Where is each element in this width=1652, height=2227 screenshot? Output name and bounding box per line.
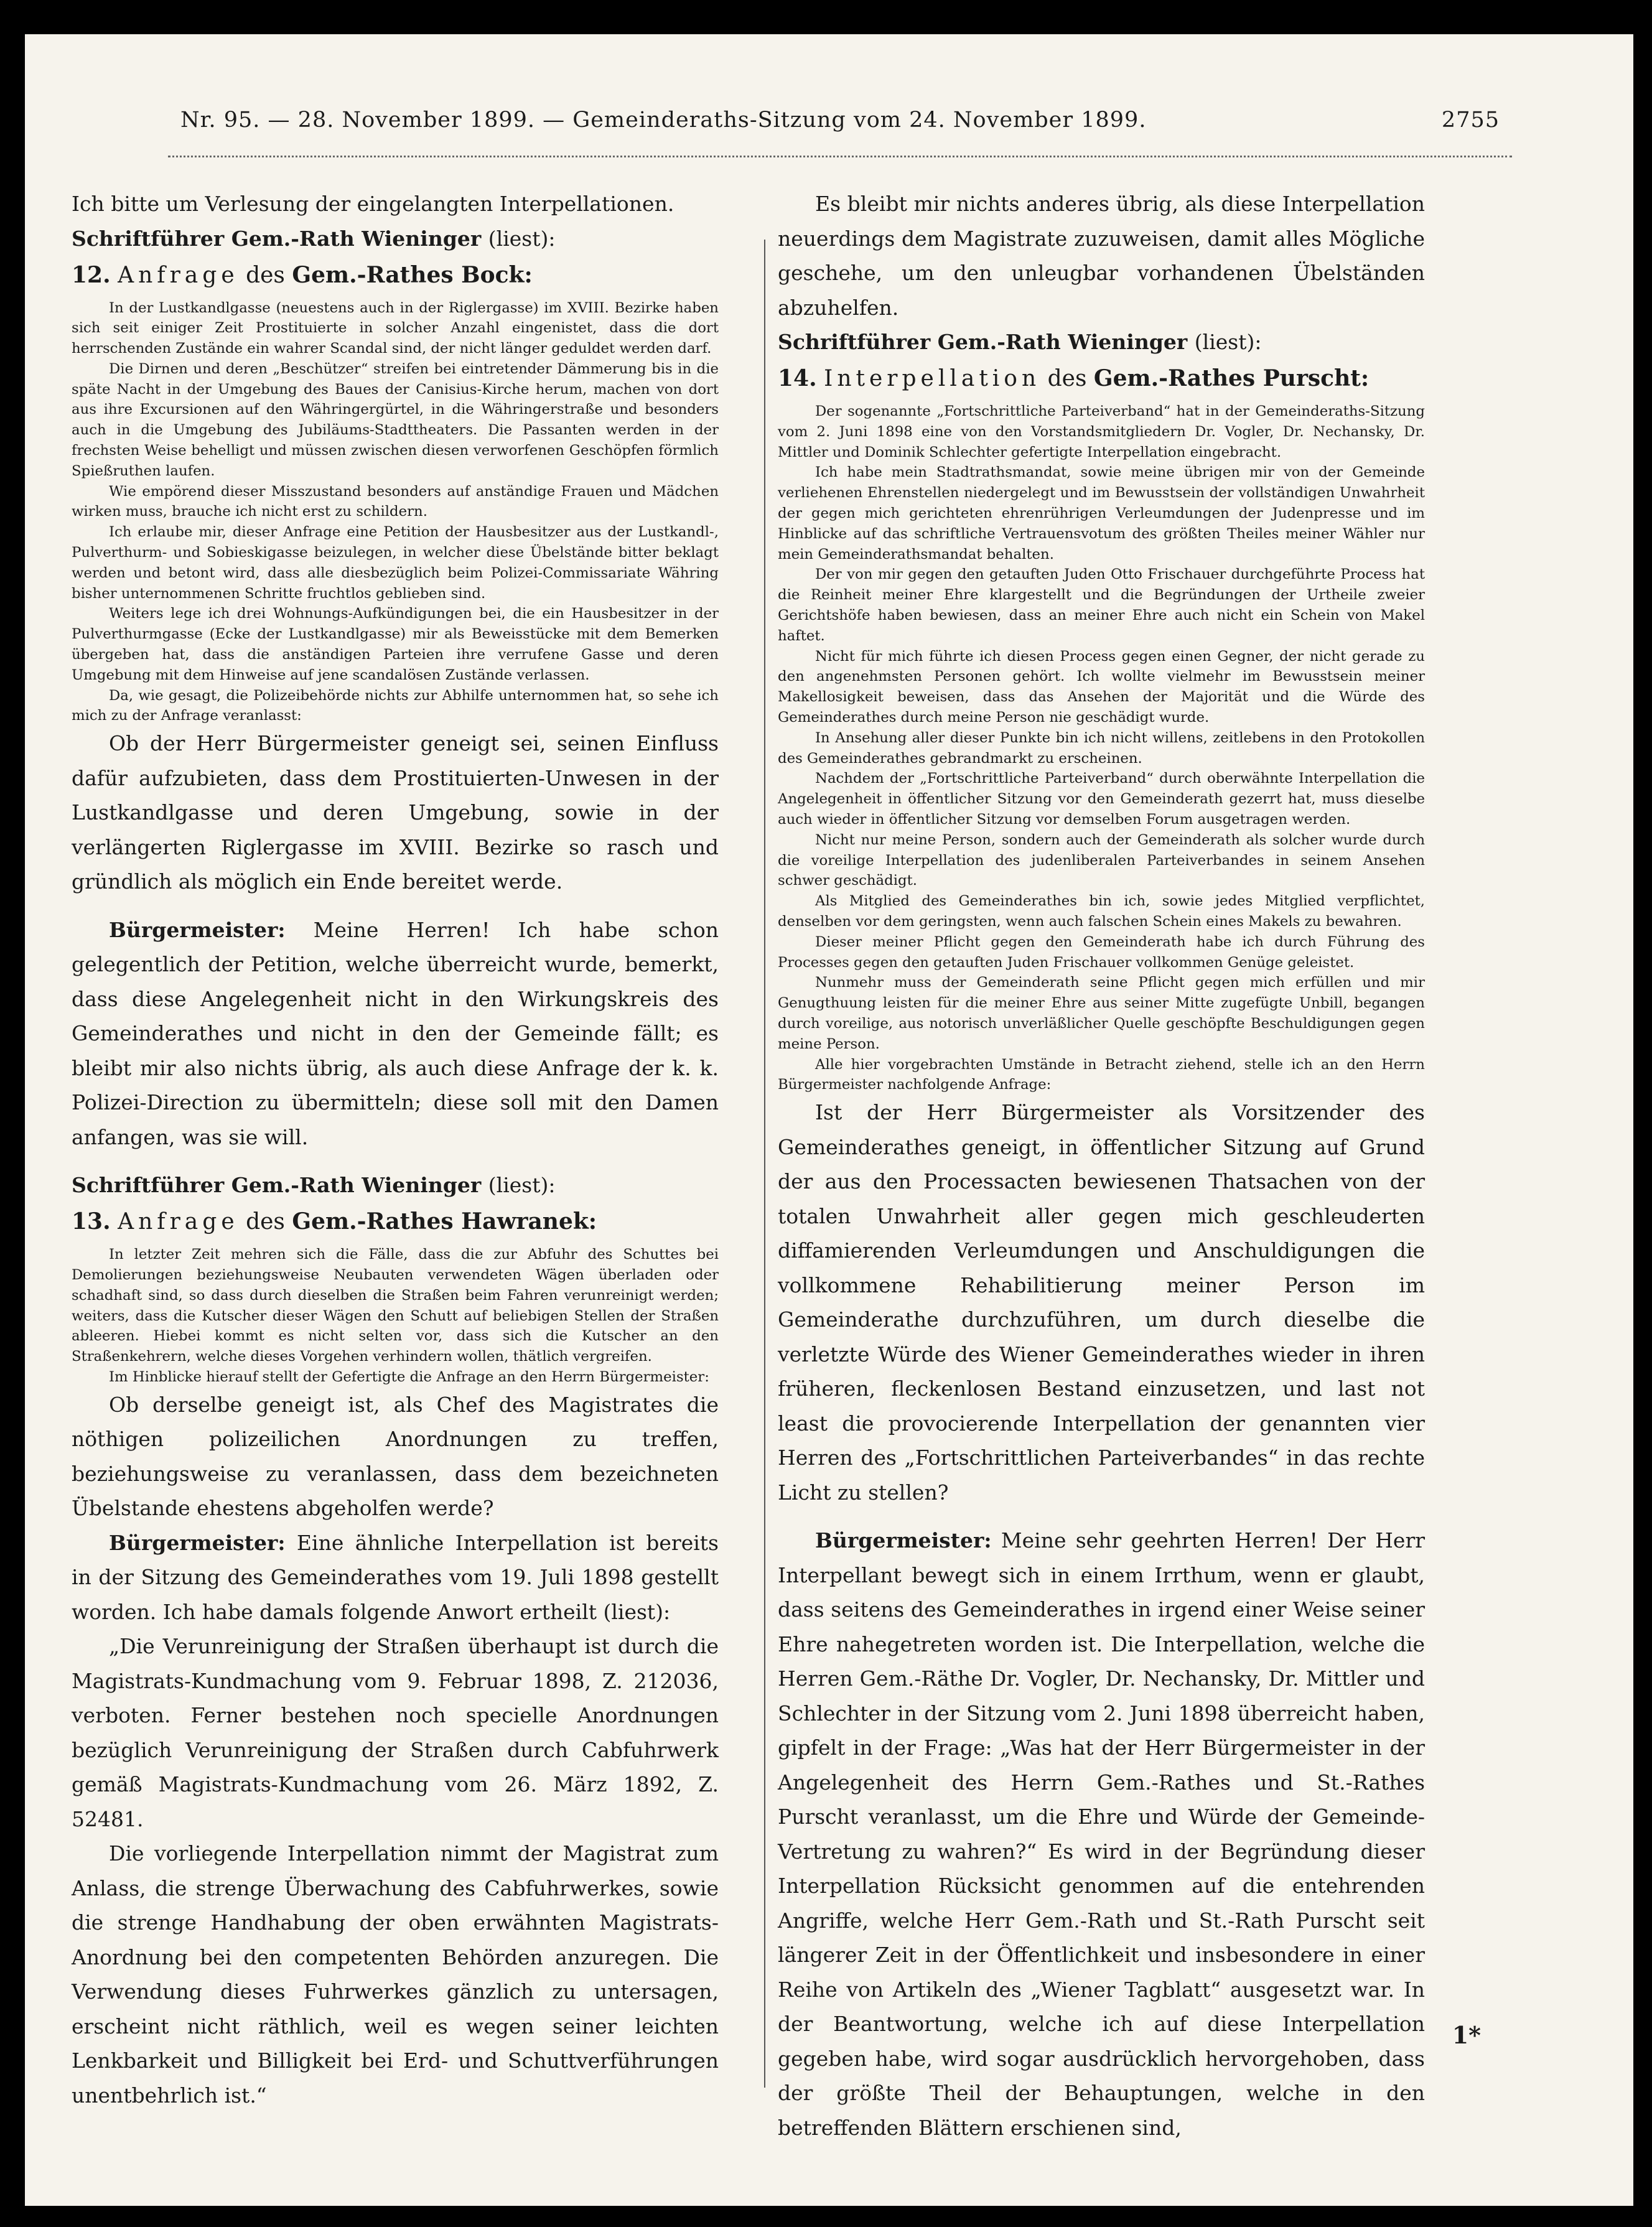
secretary-heading-12: Schriftführer Gem.-Rath Wieninger (liest):	[72, 226, 556, 251]
inquiry-12-paragraph: Da, wie gesagt, die Polizeibehörde nichts zur Abhilfe unternommen hat, so sehe ich mich zu der Anfrage veranlasst:	[72, 687, 719, 724]
column-divider	[764, 240, 765, 2088]
continuation-paragraph: Es bleibt mir nichts anderes übrig, als diese Interpellation neuerdings dem Magistrate zuzuweisen, damit alles Mögliche geschehe, um den unleugbar vorhandenen Übelständen abzuhelfen.	[778, 192, 1425, 320]
interpellation-14-paragraph: Der sogenannte „Fortschrittliche Parteiverband“ hat in der Gemeinderaths-Sitzung vom 2. Juni 1898 eine von den Vorstandsmitgliedern Dr. Vogler, Dr. Nechansky, Dr. Mittler und Dominik Schlechter gefertigte Interpellation eingebracht.	[778, 403, 1425, 460]
inquiry-12-title: 12. Anfrage des Gem.-Rathes Bock:	[72, 261, 533, 288]
interpellation-14-paragraph: Der von mir gegen den getauften Juden Otto Frischauer durchgeführte Process hat die Reinheit meiner Ehre klargestellt und die Begründungen der Urtheile zweier Gerichtshöfe haben bewiesen, dass an meiner Ehre auch nicht ein Schein von Makel haftet.	[778, 566, 1425, 644]
intro-paragraph: Ich bitte um Verlesung der eingelangten Interpellationen.	[72, 192, 674, 216]
inquiry-12-paragraph: In der Lustkandlgasse (neuestens auch in der Riglergasse) im XVIII. Bezirke haben sich seit einiger Zeit Prostituierte in solcher Anzahl eingenistet, dass die dort herrschenden Zustände ein wahrer Scandal sind, der nicht länger geduldet werden darf.	[72, 299, 719, 357]
newspaper-page	[25, 34, 1633, 2206]
interpellation-14-paragraph: Nachdem der „Fortschrittliche Parteiverband“ durch oberwähnte Interpellation die Angelegenheit in öffentlicher Sitzung vor den Gemeinderath gezerrt hat, muss dieselbe auch wieder in öffentlicher Sitzung vor demselben Forum ausgetragen werden.	[778, 770, 1425, 828]
inquiry-12-paragraph: Wie empörend dieser Misszustand besonders auf anständige Frauen und Mädchen wirken muss, brauche ich nicht erst zu schildern.	[72, 483, 719, 520]
interpellation-14-paragraph: Ich habe mein Stadtrathsmandat, sowie meine übrigen mir von der Gemeinde verliehenen Ehrenstellen niedergelegt und im Bewusstsein der vollständigen Unwahrheit der gegen mich gerichteten ehrenrührigen Verleumdungen der Judenpresse und im Hinblicke auf das schriftliche Vertrauensvotum des größten Theiles meiner Wähler nur mein Gemeinderathsmandat behalten.	[778, 464, 1425, 563]
interpellation-14-paragraph: Nicht für mich führte ich diesen Process gegen einen Gegner, der nicht gerade zu den angenehmsten Personen gehört. Ich wollte vielmehr im Bewusstsein meiner Makellosigkeit beweisen, dass das Ansehen der Majorität und die Würde des Gemeinderathes durch meine Person nie geschädigt wurde.	[778, 648, 1425, 726]
inquiry-12-paragraph: Die Dirnen und deren „Beschützer“ streifen bei eintretender Dämmerung bis in die späte Nacht in der Umgebung des Baues der Canisius-Kirche herum, machen von dort aus ihre Excursionen auf den Währingergürtel, in die Währingerstraße und besonders auch in die Umgebung des Jubiläums-Stadttheaters. Die Passanten werden in der frechsten Weise behelligt und müssen zwischen diesen verworfenen Geschöpfen förmlich Spießruthen laufen.	[72, 360, 719, 479]
secretary-heading-14: Schriftführer Gem.-Rath Wieninger (liest):	[778, 330, 1262, 354]
page-number: 2755	[1441, 108, 1500, 133]
interpellation-14-paragraph: Als Mitglied des Gemeinderathes bin ich, sowie jedes Mitglied verpflichtet, denselben vor dem geringsten, wenn auch falschen Schein eines Makels zu bewahren.	[778, 893, 1425, 930]
signature-mark: 1*	[1452, 2021, 1481, 2049]
inquiry-13-paragraph: Im Hinblicke hierauf stellt der Gefertigte die Anfrage an den Herrn Bürgermeister:	[109, 1369, 709, 1386]
mayor-reply-1: Bürgermeister: Meine Herren! Ich habe schon gelegentlich der Petition, welche überreicht wurde, bemerkt, dass diese Angelegenheit nicht in den Wirkungskreis des Gemeinderathes und nicht in den der Gemeinde fällt; es bleibt mir also nichts übrig, als auch diese Anfrage der k. k. Polizei-Direction zu übermitteln; diese soll mit den Damen anfangen, was sie will.	[72, 917, 719, 1149]
interpellation-14-paragraph: In Ansehung aller dieser Punkte bin ich nicht willens, zeitlebens in den Protokollen des Gemeinderathes gebrandmarkt zu erscheinen.	[778, 729, 1425, 767]
quoted-answer: „Die Verunreinigung der Straßen überhaupt ist durch die Magistrats-Kundmachung vom 9. Februar 1898, Z. 212036, verboten. Ferner bestehen noch specielle Anordnungen bezüglich Verunreinigung der Straßen durch Cabfuhrwerk gemäß Magistrats-Kundmachung vom 26. März 1892, Z. 52481.	[72, 1634, 719, 1831]
header-title: Nr. 95. — 28. November 1899. — Gemeinderaths-Sitzung vom 24. November 1899.	[180, 108, 1147, 133]
inquiry-13-paragraph: In letzter Zeit mehren sich die Fälle, dass die zur Abfuhr des Schuttes bei Demolierungen beziehungsweise Neubauten verwendeten Wägen überladen oder schadhaft sind, so dass durch dieselben die Straßen beim Fahren verunreinigt werden; weiters, dass die Kutscher dieser Wägen den Schutt auf beliebigen Stellen der Straßen ableeren. Hiebei kommt es nicht selten vor, dass sich die Kutscher an den Straßenkehrern, welche dieses Vorgehen verhindern wollen, thätlich vergreifen.	[72, 1246, 719, 1365]
mayor-reply-3: Bürgermeister: Meine sehr geehrten Herren! Der Herr Interpellant bewegt sich in einem Irrthum, wenn er glaubt, dass seitens des Gemeinderathes in irgend einer Weise seiner Ehre nahegetreten worden ist. Die Interpellation, welche die Herren Gem.-Räthe Dr. Vogler, Dr. Nechansky, Dr. Mittler und Schlechter in der Sitzung vom 2. Juni 1898 überreicht haben, gipfelt in der Frage: „Was hat der Herr Bürgermeister in der Angelegenheit des Herrn Gem.-Rathes und St.-Rathes Purscht veranlasst, um die Ehre und Würde der Gemeinde-Vertretung zu wahren?“ Es wird in der Begründung dieser Interpellation Rücksicht genommen auf die entehrenden Angriffe, welche Herr Gem.-Rath und St.-Rath Purscht seit längerer Zeit in der Öffentlichkeit und insbesondere in einer Reihe von Artikeln des „Wiener Tagblatt“ ausgesetzt war. In der Beantwortung, welche ich auf diese Interpellation gegeben habe, wird sogar ausdrücklich hervorgehoben, dass der größte Theil der Behauptungen, welche in den betreffenden Blättern erschienen sind,	[778, 1528, 1426, 2140]
inquiry-12-paragraph: Ich erlaube mir, dieser Anfrage eine Petition der Hausbesitzer aus der Lustkandl-, Pulverthurm- und Sobieskigasse beizulegen, in welcher diese Übelstände bitter beklagt werden und betont wird, dass alle diesbezüglich beim Polizei-Commissariate Währing bisher unternommenen Schritte fruchtlos geblieben sind.	[72, 524, 719, 602]
mayor-reply-2: Bürgermeister: Eine ähnliche Interpellation ist bereits in der Sitzung des Gemeinderathes vom 19. Juli 1898 gestellt worden. Ich habe damals folgende Anwort ertheilt (liest):	[72, 1530, 719, 1624]
interpellation-14-paragraph: Dieser meiner Pflicht gegen den Gemeinderath habe ich durch Führung des Processes gegen den getauften Juden Frischauer vollkommen Genüge geleistet.	[778, 933, 1425, 971]
quoted-answer: Die vorliegende Interpellation nimmt der Magistrat zum Anlass, die strenge Überwachung des Cabfuhrwerkes, sowie die strenge Handhabung der oben erwähnten Magistrats-Anordnung bei den competenten Behörden anzuregen. Die Verwendung dieses Fuhrwerkes gänzlich zu untersagen, erscheint nicht räthlich, weil es wegen seiner leichten Lenkbarkeit und Billigkeit bei Erd- und Schuttverführungen unentbehrlich ist.“	[72, 1841, 719, 2108]
left-column	[72, 187, 719, 2108]
inquiry-12-question: Ob der Herr Bürgermeister geneigt sei, seinen Einfluss dafür aufzubieten, dass dem Prostituierten-Unwesen in der Lustkandlgasse und deren Umgebung, sowie in der verlängerten Riglergasse im XVIII. Bezirke so rasch und gründlich als möglich ein Ende bereitet werde.	[72, 731, 719, 894]
inquiry-12-paragraph: Weiters lege ich drei Wohnungs-Aufkündigungen bei, die ein Hausbesitzer in der Pulverthurmgasse (Ecke der Lustkandlgasse) mir als Beweisstücke mit dem Bemerken übergeben hat, dass die anständigen Parteien ihre verrufene Gasse und deren Umgebung mit dem Hinweise auf jene scandalösen Zustände verlassen.	[72, 605, 719, 683]
page-header	[180, 108, 1500, 133]
header-rule	[168, 156, 1512, 157]
secretary-heading-13: Schriftführer Gem.-Rath Wieninger (liest):	[72, 1173, 556, 1198]
interpellation-14-question: Ist der Herr Bürgermeister als Vorsitzender des Gemeinderathes geneigt, in öffentlicher Sitzung auf Grund der aus den Processacten bewiesenen Thatsachen von der totalen Unwahrheit aller gegen mich geschleuderten diffamierenden Verleumdungen und Anschuldigungen die vollkommene Rehabilitierung meiner Person im Gemeinderathe durchzuführen, um durch dieselbe die verletzte Würde des Wiener Gemeinderathes wieder in ihren früheren, fleckenlosen Bestand einzusetzen, und last not least die provocierende Interpellation der genannten vier Herren des „Fortschrittlichen Parteiverbandes“ in das rechte Licht zu stellen?	[778, 1100, 1425, 1505]
interpellation-14-title: 14. Interpellation des Gem.-Rathes Purscht:	[778, 365, 1370, 391]
inquiry-13-title: 13. Anfrage des Gem.-Rathes Hawranek:	[72, 1208, 597, 1235]
interpellation-14-paragraph: Nicht nur meine Person, sondern auch der Gemeinderath als solcher wurde durch die voreilige Interpellation des judenliberalen Parteiverbandes in seinem Ansehen schwer geschädigt.	[778, 831, 1425, 889]
inquiry-13-question: Ob derselbe geneigt ist, als Chef des Magistrates die nöthigen polizeilichen Anordnungen zu treffen, beziehungsweise zu veranlassen, dass dem bezeichneten Übelstande ehestens abgeholfen werde?	[72, 1392, 719, 1521]
interpellation-14-paragraph: Alle hier vorgebrachten Umstände in Betracht ziehend, stelle ich an den Herrn Bürgermeister nachfolgende Anfrage:	[778, 1056, 1425, 1093]
right-column	[778, 187, 1426, 2140]
interpellation-14-paragraph: Nunmehr muss der Gemeinderath seine Pflicht gegen mich erfüllen und mir Genugthuung leisten für die meiner Ehre aus seiner Mitte zugefügte Unbill, begangen durch voreilige, aus notorisch unverläßlicher Quelle geschöpfte Beschuldigungen gegen meine Person.	[778, 974, 1425, 1052]
